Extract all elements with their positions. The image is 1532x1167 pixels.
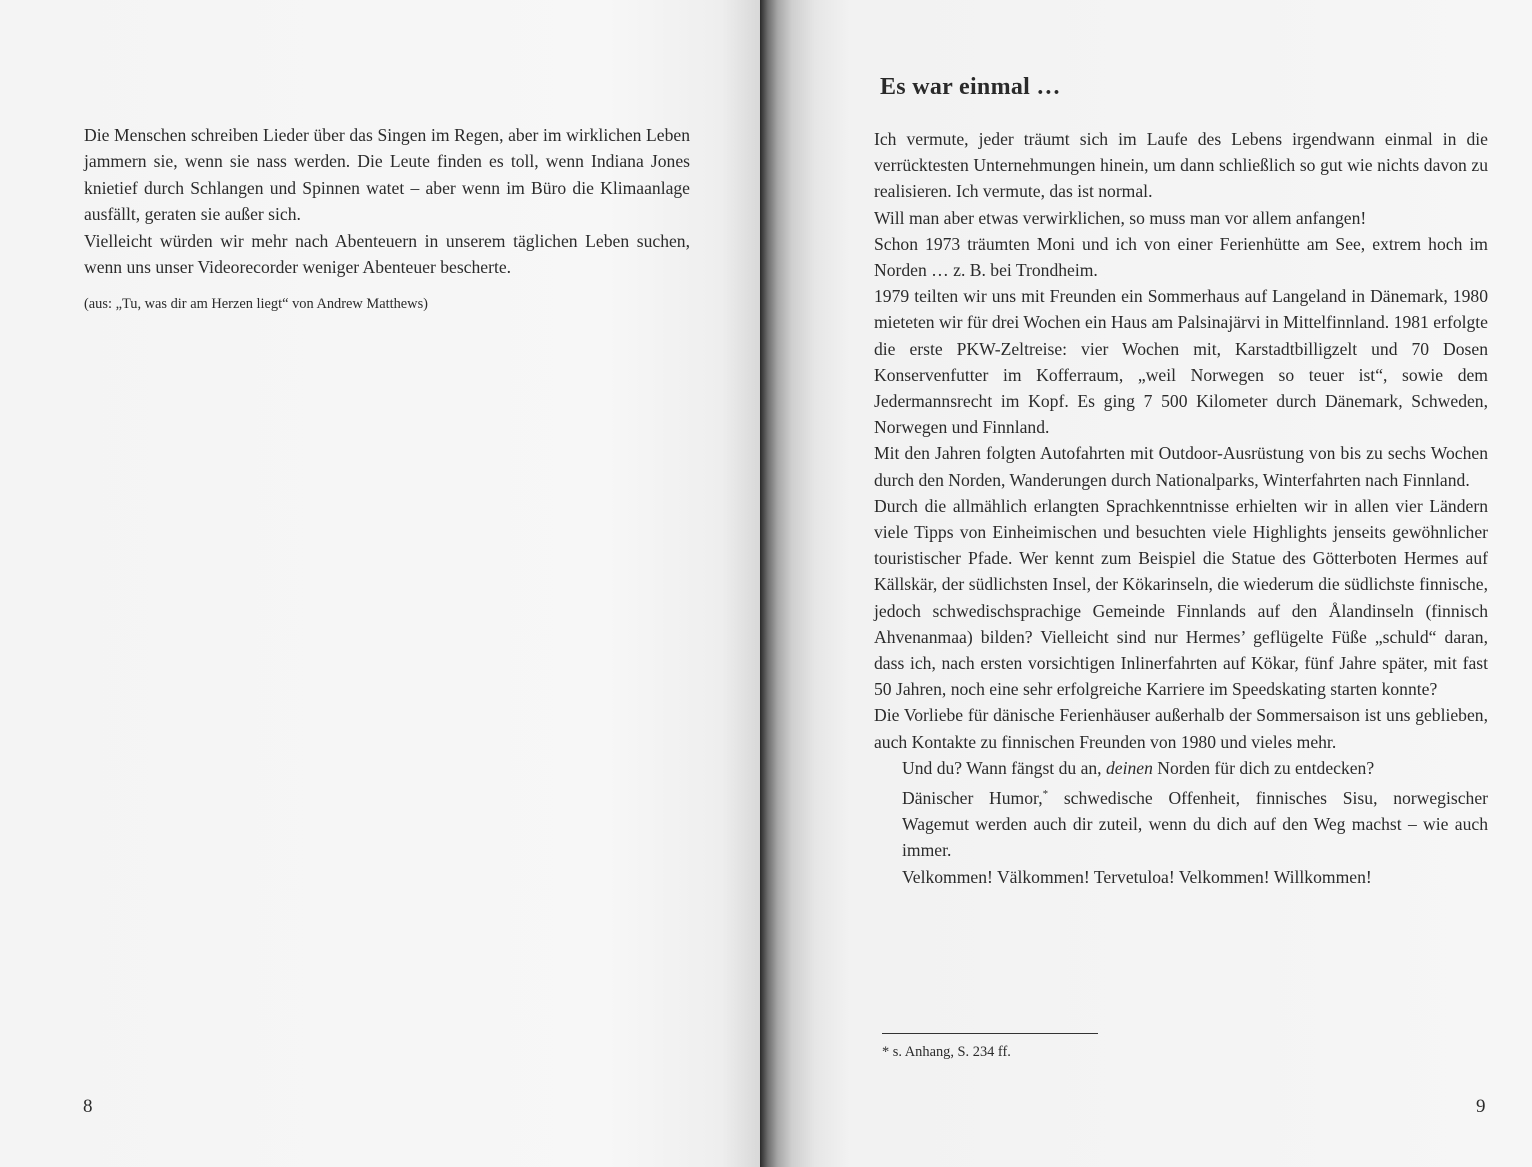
quote-paragraph-2: Vielleicht würden wir mehr nach Abenteuern in unserem täglichen Leben suchen, wenn uns unser Videorecorder weniger Abenteuer bescherte. xyxy=(84,230,690,278)
body-paragraph-4: 1979 teilten wir uns mit Freunden ein Sommerhaus auf Langeland in Dänemark, 1980 mieteten wir für drei Wochen ein Haus am Palsinajärvi in Mittelfinnland. 1981 erfolgte die erste PKW-Zeltreise: vier Wochen mit, Karstadtbilligzelt und 70 Dosen Konservenfutter im Kofferraum, „weil Norwegen so teuer ist“, sowie dem Jedermannsrecht im Kopf. Es ging 7 500 Kilometer durch Dänemark, Schweden, Norwegen und Finnland. xyxy=(874,286,1488,438)
footnote: * s. Anhang, S. 234 ff. xyxy=(882,1044,1011,1060)
chapter-body xyxy=(874,126,1488,890)
epigraph-quote xyxy=(84,122,690,280)
welcome-line: Velkommen! Välkommen! Tervetuloa! Velkommen! Willkommen! xyxy=(902,866,1372,887)
chapter-title: Es war einmal … xyxy=(880,74,1061,100)
footnote-marker: * xyxy=(1042,788,1049,801)
body-paragraph-7: Die Vorliebe für dänische Ferienhäuser außerhalb der Sommersaison ist uns geblieben, auch Kontakte zu finnischen Freunden von 1980 und vieles mehr. xyxy=(874,705,1488,752)
question-text-start: Und du? Wann fängst du an, xyxy=(902,757,1106,778)
body-paragraph-2: Will man aber etwas verwirklichen, so muss man vor allem anfangen! xyxy=(874,207,1367,228)
question-emphasis: deinen xyxy=(1105,757,1153,778)
footnote-separator xyxy=(882,1033,1098,1034)
body-paragraph-1: Ich vermute, jeder träumt sich im Laufe des Lebens irgendwann einmal in die verrücktesten Unternehmungen hinein, um dann schließlich so gut wie nichts davon zu realisieren. Ich vermute, das ist normal. xyxy=(874,129,1488,202)
body-paragraph-3: Schon 1973 träumten Moni und ich von einer Ferienhütte am See, extrem hoch im Norden … z. B. bei Trondheim. xyxy=(874,233,1488,281)
body-paragraph-5: Mit den Jahren folgten Autofahrten mit Outdoor-Ausrüstung von bis zu sechs Wochen durch den Norden, Wanderungen durch Nationalparks, Winterfahrten nach Finnland. xyxy=(874,443,1488,490)
quote-paragraph-1: Die Menschen schreiben Lieder über das Singen im Regen, aber im wirklichen Leben jammern sie, wenn sie nass werden. Die Leute finden es toll, wenn Indiana Jones knietief durch Schlangen und Spinnen watet – aber wenn im Büro die Klimaanlage ausfällt, geraten sie außer sich. xyxy=(84,125,690,225)
page-number-right: 9 xyxy=(1476,1096,1486,1117)
quote-source: (aus: „Tu, was dir am Herzen liegt“ von Andrew Matthews) xyxy=(84,296,428,312)
body-paragraph-6: Durch die allmählich erlangten Sprachkenntnisse erhielten wir in allen vier Ländern viele Tipps von Einheimischen und besuchten viele Highlights jenseits gewöhnlicher touristischer Pfade. Wer kennt zum Beispiel die Statue des Götterboten Hermes auf Källskär, der südlichsten Insel, der Kökarinseln, die wiederum die südlichste finnische, jedoch schwedischsprachige Gemeinde Finnlands auf den Ålandinseln (finnisch Ahvenanmaa) bilden? Vielleicht sind nur Hermes’ geflügelte Füße „schuld“ daran, dass ich, nach ersten vorsichtigen Inlinerfahrten auf Kökar, fünf Jahre später, mit fast 50 Jahren, noch eine sehr erfolgreiche Karriere im Speedskating starten konnte? xyxy=(874,495,1488,700)
humor-text-end: schwedische Offenheit, finnisches Sisu, norwegischer Wagemut werden auch dir zuteil, wenn du dich auf den Weg machst – wie auch immer. xyxy=(902,787,1488,861)
question-paragraph xyxy=(874,755,1488,781)
page-number-left: 8 xyxy=(83,1096,93,1117)
left-page xyxy=(0,0,760,1167)
question-text-end: Norden für dich zu entdecken? xyxy=(1152,757,1375,778)
humor-text-start: Dänischer Humor, xyxy=(902,787,1043,808)
humor-paragraph xyxy=(874,781,1488,863)
